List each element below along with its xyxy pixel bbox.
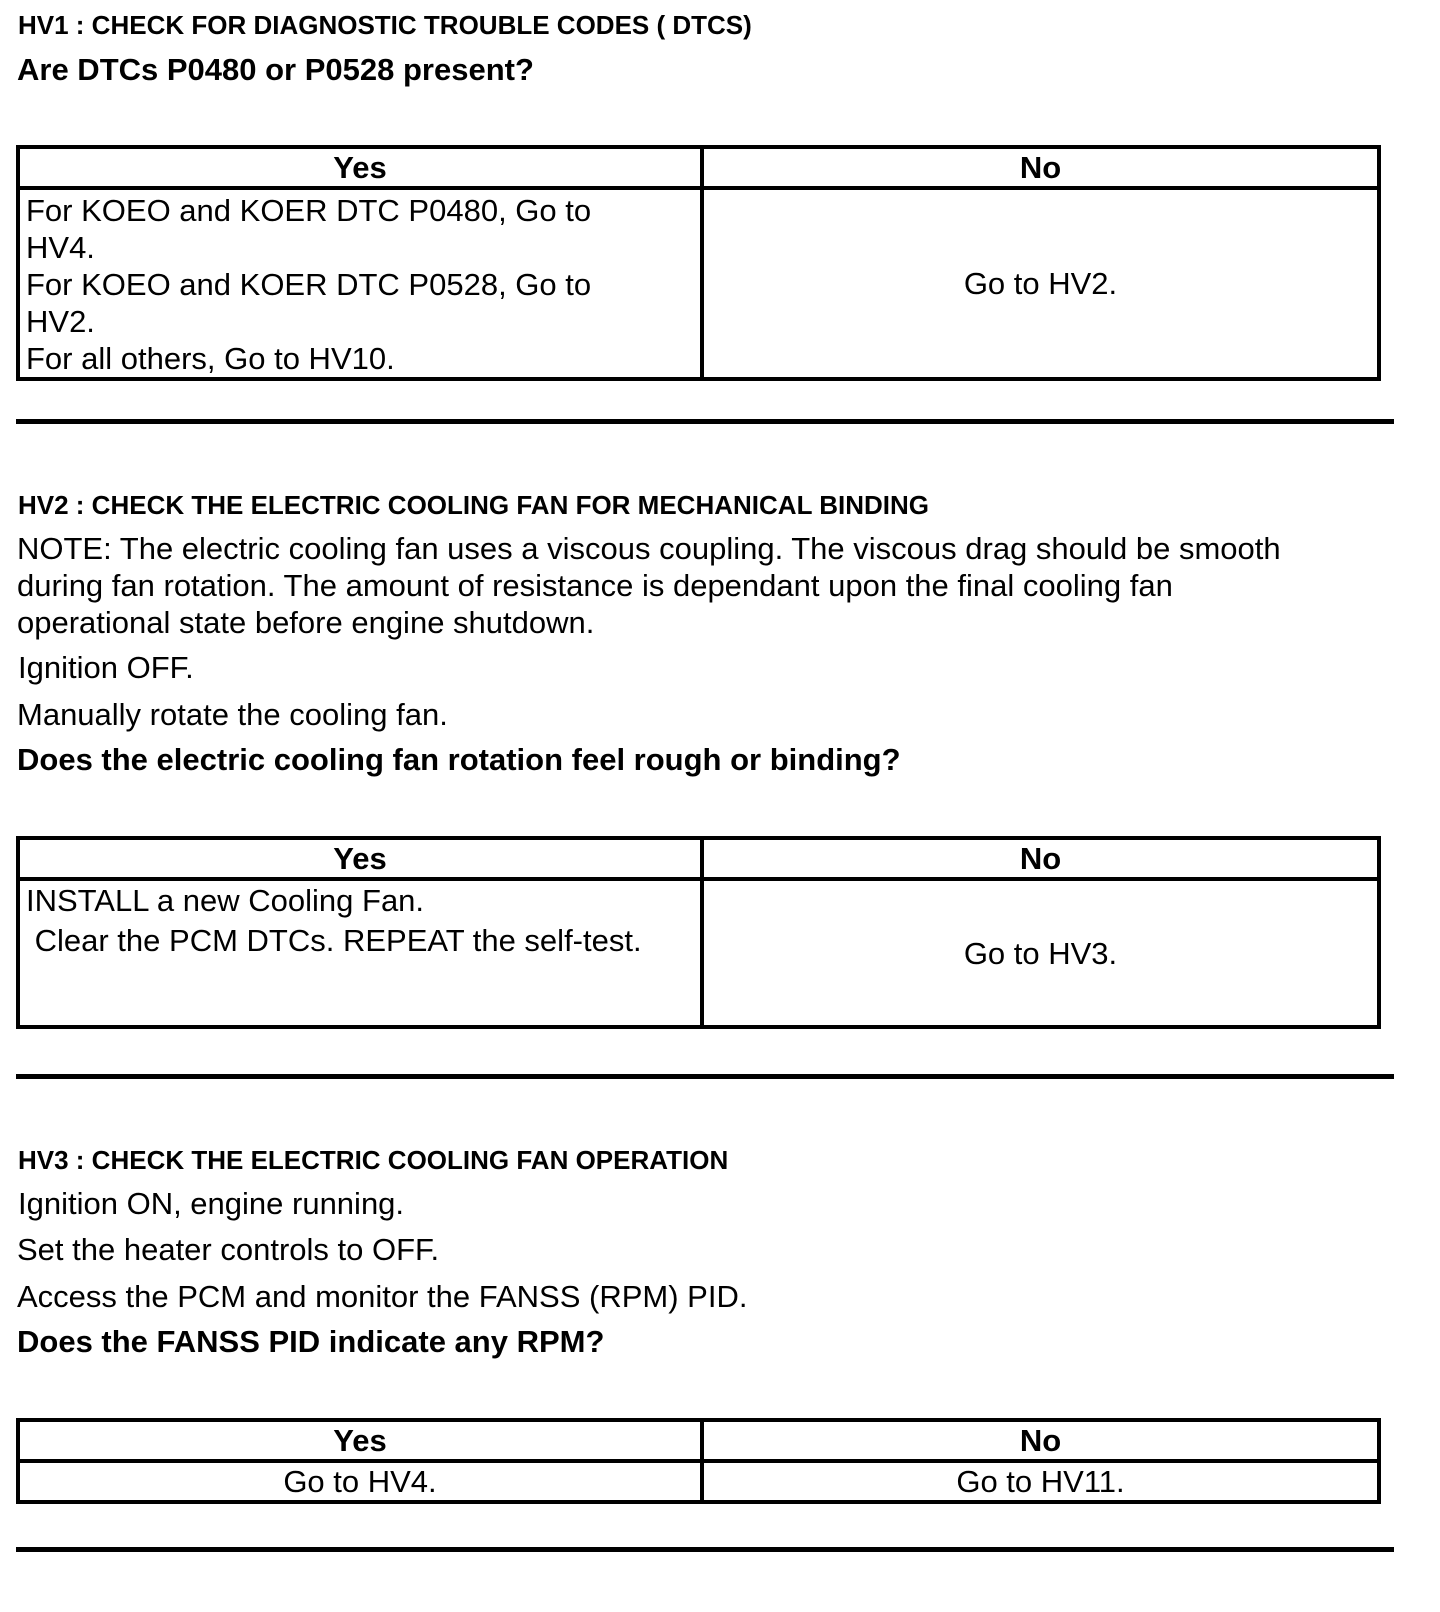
section-divider [16,1074,1394,1079]
hv3-no-header: No [702,1420,1379,1461]
hv2-step-2: Manually rotate the cooling fan. [17,697,448,732]
hv1-no-header: No [702,147,1379,188]
hv1-title: HV1 : CHECK FOR DIAGNOSTIC TROUBLE CODES ( DTCS) [18,10,752,40]
hv2-title: HV2 : CHECK THE ELECTRIC COOLING FAN FOR MECHANICAL BINDING [18,490,929,520]
hv2-no-cell: Go to HV3. [702,879,1379,1027]
hv2-yes-line-1: INSTALL a new Cooling Fan. [26,883,425,918]
hv1-yes-header: Yes [18,147,702,188]
hv2-yes-line-2: Clear the PCM DTCs. REPEAT the self-test. [26,923,642,958]
hv2-note [17,530,1281,641]
hv3-question: Does the FANSS PID indicate any RPM? [17,1324,605,1359]
hv3-table [16,1418,1381,1504]
hv3-title: HV3 : CHECK THE ELECTRIC COOLING FAN OPERATION [18,1145,729,1175]
hv1-question: Are DTCs P0480 or P0528 present? [17,52,534,87]
hv3-step-2: Set the heater controls to OFF. [17,1232,440,1267]
hv2-no-header: No [702,838,1379,879]
hv3-yes-cell: Go to HV4. [18,1461,702,1502]
hv1-table [16,145,1381,381]
hv3-yes-header: Yes [18,1420,702,1461]
hv2-yes-header: Yes [18,838,702,879]
hv2-note-line-2: during fan rotation. The amount of resistance is dependant upon the final cooling fan [17,568,1173,603]
hv2-question: Does the electric cooling fan rotation feel rough or binding? [17,742,901,777]
hv1-yes-line-1: For KOEO and KOER DTC P0480, Go to [26,193,592,228]
section-divider [16,1547,1394,1552]
hv1-no-cell: Go to HV2. [702,188,1379,379]
hv2-note-line-3: operational state before engine shutdown. [17,605,595,640]
hv3-no-cell: Go to HV11. [702,1461,1379,1502]
hv3-step-3: Access the PCM and monitor the FANSS (RPM) PID. [17,1279,748,1314]
hv1-yes-cell [18,188,702,379]
hv2-step-1: Ignition OFF. [18,650,194,685]
hv1-yes-line-3: For KOEO and KOER DTC P0528, Go to [26,267,592,302]
section-divider [16,419,1394,424]
hv1-yes-line-4: HV2. [26,304,95,339]
hv2-table [16,836,1381,1029]
hv3-step-1: Ignition ON, engine running. [18,1186,405,1221]
hv1-yes-line-5: For all others, Go to HV10. [26,341,395,376]
hv2-yes-cell [18,879,702,1027]
hv1-yes-line-2: HV4. [26,230,95,265]
hv2-note-line-1: NOTE: The electric cooling fan uses a viscous coupling. The viscous drag should be smooth [17,531,1281,566]
